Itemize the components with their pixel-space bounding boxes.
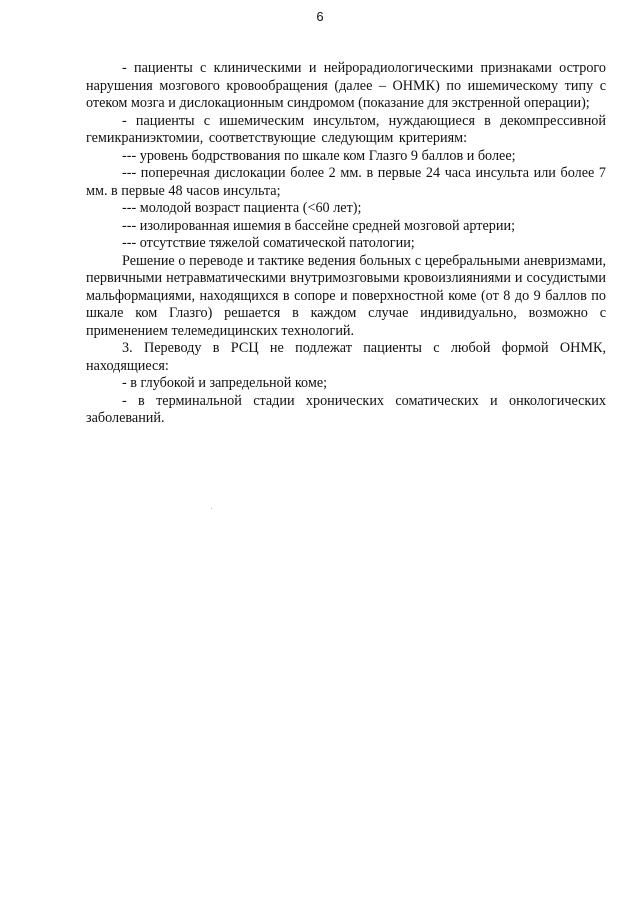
paragraph-transfer-decision: Решение о переводе и тактике ведения больных с церебральными аневризмами, первичными нетравматическими внутримозговыми кровоизлияниями и сосудистыми мальформациями, находящихся в сопоре и поверхностной коме (от 8 до 9 баллов по шкале ком Глазго) решается в каждом случае индивидуально, возможно с применением телемедицинских технологий. [86,252,606,339]
document-body [86,60,606,428]
criterion-young-age: --- молодой возраст пациента (<60 лет); [122,200,362,216]
page-number: 6 [316,9,324,24]
exclusion-terminal-stage: - в терминальной стадии хронических соматических и онкологических заболеваний. [86,392,606,426]
criterion-dislocation: --- поперечная дислокации более 2 мм. в первые 24 часа инсульта или более 7 мм. в первые 48 часов инсульта; [86,165,606,199]
paragraph-ischemic-edema-patients: - пациенты с клиническими и нейрорадиологическими признаками острого нарушения мозгового кровообращения (далее – ОНМК) по ишемическому типу с отеком мозга и дислокационным синдромом (показание для экстренной операции); [86,60,606,111]
exclusion-deep-coma: - в глубокой и запредельной коме; [122,375,328,391]
criterion-isolated-ischemia: --- изолированная ишемия в бассейне средней мозговой артерии; [122,217,516,234]
scan-speck [211,508,212,509]
criterion-no-somatic-pathology: --- отсутствие тяжелой соматической патологии; [122,235,415,251]
criterion-glasgow-score: --- уровень бодрствования по шкале ком Глазго 9 баллов и более; [122,147,516,164]
paragraph-hemicraniectomy-criteria: - пациенты с ишемическим инсультом, нуждающиеся в декомпрессивной гемикраниэктомии, соответствующие следующим критериям: [86,112,606,146]
paragraph-item-3-not-transferred: 3. Переводу в РСЦ не подлежат пациенты с любой формой ОНМК, находящиеся: [86,340,606,374]
